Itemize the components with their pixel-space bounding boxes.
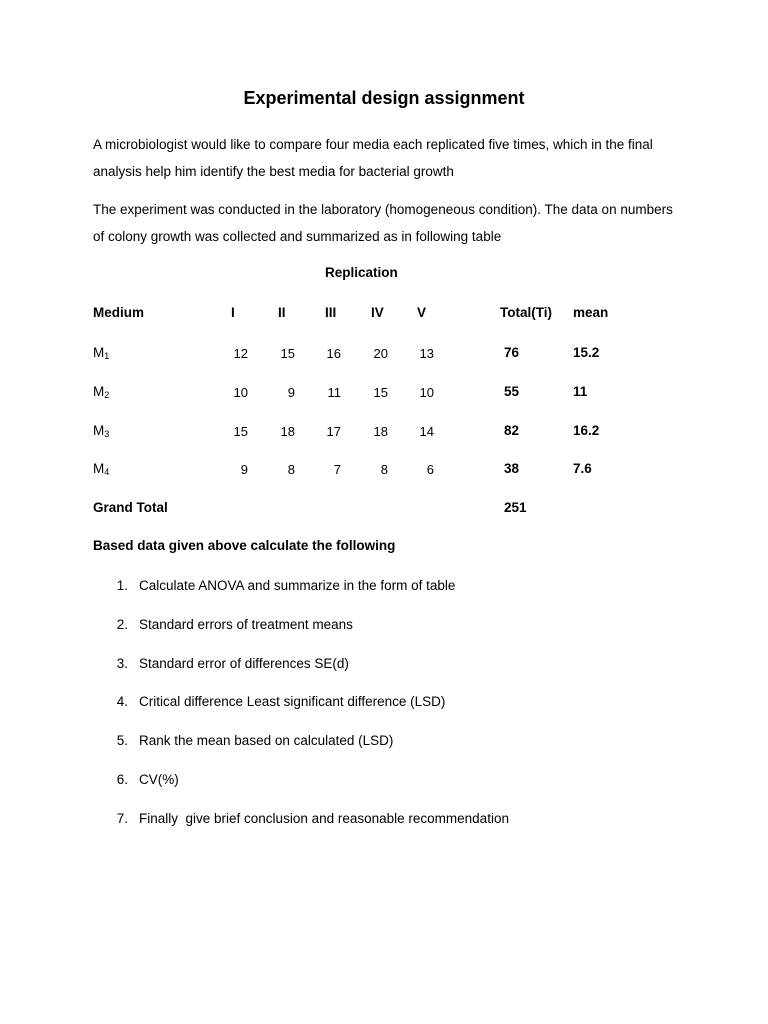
cell-value: 17 <box>326 424 341 439</box>
cell-value: 9 <box>287 385 295 400</box>
list-item-text: Calculate ANOVA and summarize in the form of table <box>139 578 456 593</box>
header-rep-3: III <box>325 305 337 320</box>
replication-header: Replication <box>325 265 398 280</box>
list-item-text: Critical difference Least significant difference (LSD) <box>139 694 446 709</box>
grand-total-label: Grand Total <box>93 500 168 515</box>
medium-label: $M_4$ <box>93 461 110 477</box>
row-mean: 15.2 <box>573 345 600 360</box>
list-item-text: Standard errors of treatment means <box>139 617 353 632</box>
header-rep-2: II <box>278 305 286 320</box>
cell-value: 6 <box>426 462 434 477</box>
document-title: Experimental design assignment <box>243 88 525 108</box>
medium-label: $M_2$ <box>93 384 110 400</box>
cell-value: 13 <box>419 346 434 361</box>
list-item-number: 2. <box>116 617 128 632</box>
header-mean: mean <box>573 305 609 320</box>
header-total: Total(Ti) <box>500 305 552 320</box>
row-mean: 7.6 <box>573 461 592 476</box>
cell-value: 16 <box>326 346 341 361</box>
intro-paragraph: A microbiologist would like to compare four media each replicated five times, which in the final analysis help him identify the best media for bacterial growth <box>93 137 653 179</box>
row-total: 55 <box>504 384 520 399</box>
medium-label: $M_3$ <box>93 423 110 439</box>
row-total: 38 <box>504 461 520 476</box>
cell-value: 18 <box>280 424 295 439</box>
list-item-number: 4. <box>116 694 128 709</box>
cell-value: 7 <box>333 462 341 477</box>
cell-value: 14 <box>419 424 434 439</box>
cell-value: 18 <box>373 424 388 439</box>
cell-value: 8 <box>287 462 295 477</box>
header-rep-1: I <box>231 305 235 320</box>
grand-total-value: 251 <box>504 500 527 515</box>
list-item-text: Finally give brief conclusion and reasonable recommendation <box>139 811 509 826</box>
row-mean: 16.2 <box>573 423 600 438</box>
list-item-number: 7. <box>116 811 128 826</box>
list-item-text: Rank the mean based on calculated (LSD) <box>139 733 394 748</box>
cell-value: 15 <box>233 424 248 439</box>
list-item-text: Standard error of differences SE(d) <box>139 656 349 671</box>
questions-intro: Based data given above calculate the following <box>93 538 396 553</box>
cell-value: 9 <box>240 462 248 477</box>
cell-value: 15 <box>373 385 388 400</box>
cell-value: 10 <box>233 385 248 400</box>
cell-value: 11 <box>327 385 341 400</box>
header-medium: Medium <box>93 305 145 320</box>
row-total: 82 <box>504 423 520 438</box>
cell-value: 20 <box>373 346 388 361</box>
cell-value: 10 <box>419 385 434 400</box>
row-mean: 11 <box>573 384 588 399</box>
experiment-paragraph: The experiment was conducted in the laboratory (homogeneous condition). The data on numbers of colony growth was collected and summarized as in following table <box>93 202 673 244</box>
cell-value: 12 <box>233 346 248 361</box>
medium-label: $M_1$ <box>93 345 110 361</box>
cell-value: 8 <box>380 462 388 477</box>
row-total: 76 <box>504 345 520 360</box>
list-item-number: 6. <box>116 772 128 787</box>
list-item-text: CV(%) <box>139 772 179 787</box>
cell-value: 15 <box>280 346 295 361</box>
header-rep-5: V <box>417 305 427 320</box>
list-item-number: 3. <box>116 656 128 671</box>
list-item-number: 1. <box>116 578 128 593</box>
header-rep-4: IV <box>371 305 384 320</box>
list-item-number: 5. <box>116 733 128 748</box>
